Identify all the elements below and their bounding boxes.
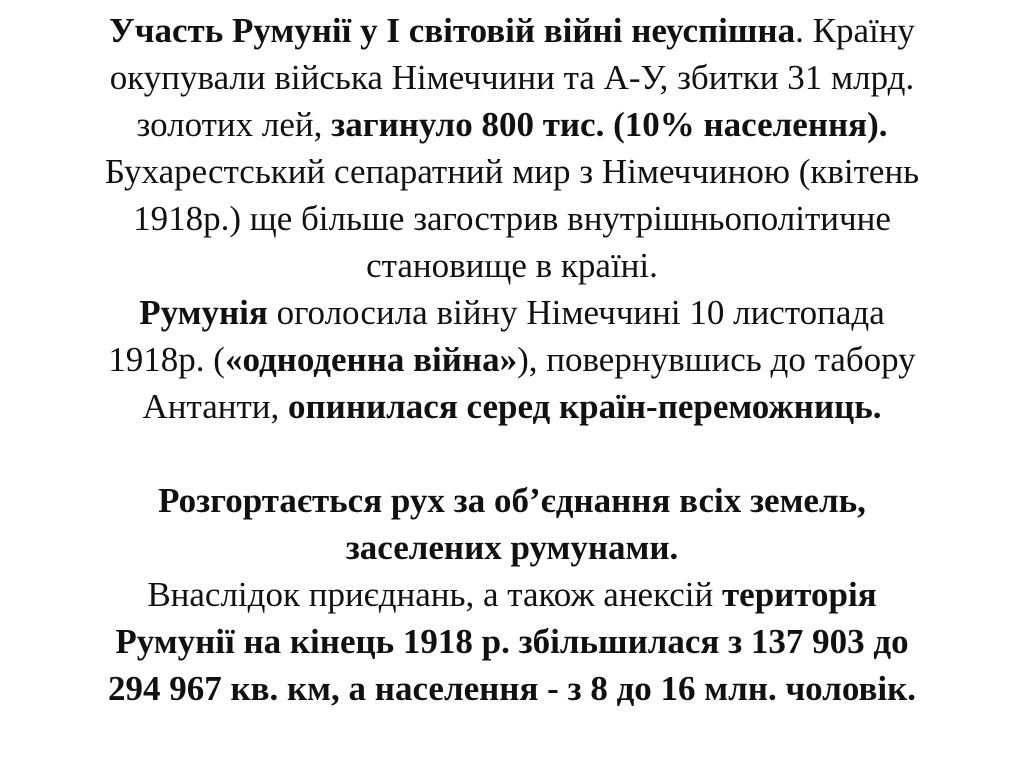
text-line xyxy=(20,289,1004,336)
bold-phrase: територія xyxy=(721,575,877,614)
text-line: Румунії на кінець 1918 р. збільшилася з 137 903 до xyxy=(115,622,909,661)
text-line xyxy=(20,336,1004,383)
text-line: 294 967 кв. км, а населення - з 8 до 16 млн. чоловік. xyxy=(107,669,917,708)
text-fragment: . Країну xyxy=(795,11,915,50)
text-line xyxy=(20,101,1004,148)
text-line: заселених румунами. xyxy=(345,528,679,567)
text-fragment: Антанти, xyxy=(142,387,288,426)
bold-phrase: Участь Румунії у І світовій війні неуспішна xyxy=(109,11,796,50)
slide-text xyxy=(20,7,1004,712)
text-line: становище в країні. xyxy=(366,246,658,285)
bold-phrase: опинилася серед країн-переможниць. xyxy=(288,387,882,426)
text-fragment: 1918р. ( xyxy=(108,340,225,379)
text-fragment: золотих лей, xyxy=(136,105,332,144)
text-line xyxy=(20,7,1004,54)
text-fragment: ), повернувшись до табору xyxy=(517,340,916,379)
text-line xyxy=(20,383,1004,430)
paragraph-spacer xyxy=(20,430,1004,477)
bold-phrase: «одноденна війна» xyxy=(224,340,518,379)
text-fragment: оголосила війну Німеччині 10 листопада xyxy=(267,293,885,332)
text-line: Бухарестський сепаратний мир з Німеччиною (квітень xyxy=(104,152,920,191)
bold-phrase: загинуло 800 тис. (10% населення). xyxy=(331,105,888,144)
text-line: окупували війська Німеччини та А-У, збитки 31 млрд. xyxy=(109,58,915,97)
bold-phrase: Румунія xyxy=(139,293,268,332)
text-fragment: Внаслідок приєднань, а також анексій xyxy=(147,575,722,614)
text-line xyxy=(20,571,1004,618)
text-line: 1918р.) ще більше загострив внутрішньополітичне xyxy=(133,199,891,238)
text-line: Розгортається рух за об’єднання всіх земель, xyxy=(158,481,866,520)
